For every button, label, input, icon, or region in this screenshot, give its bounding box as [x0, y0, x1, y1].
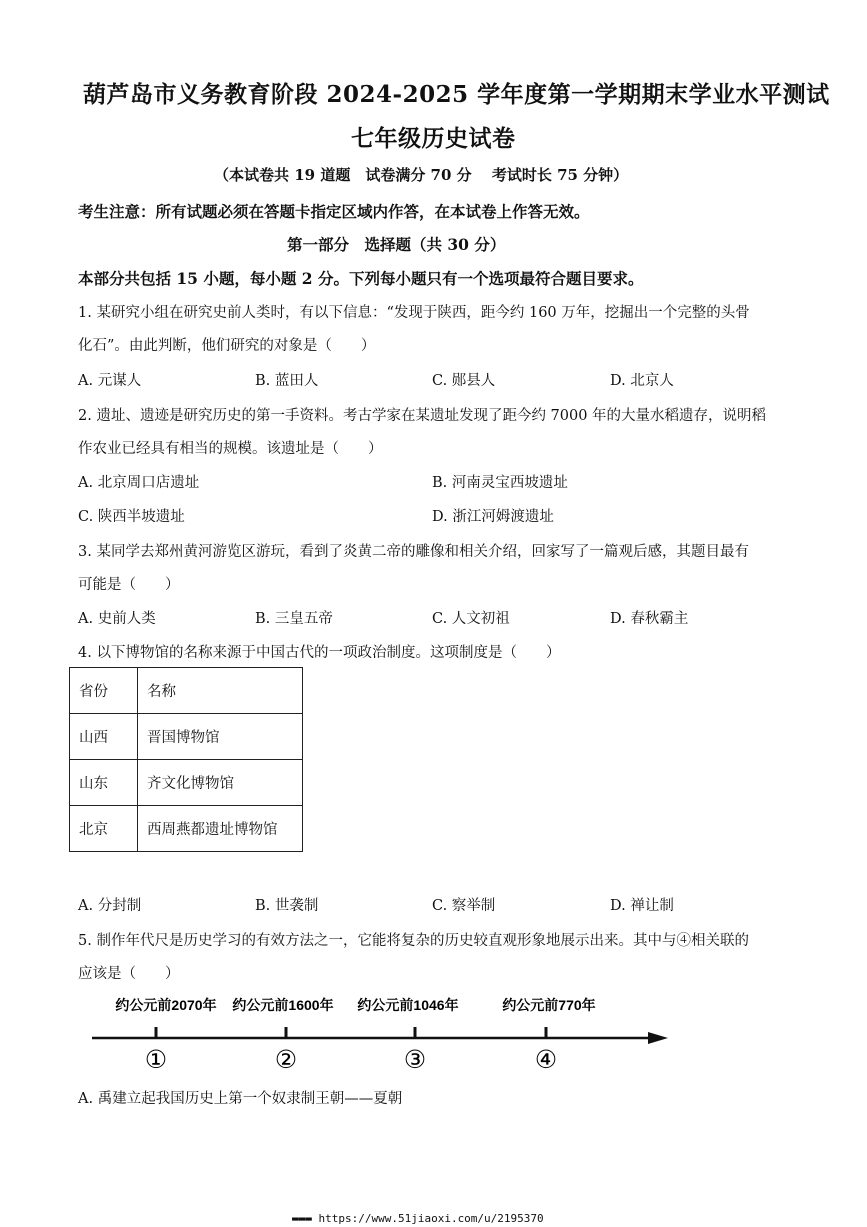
- timeline-marker-1: ①: [144, 1045, 168, 1074]
- question-1-option-a: A. 元谋人: [78, 373, 142, 389]
- table-cell: 山西: [70, 714, 138, 760]
- section-instruction: 本部分共包括 15 小题，每小题 2 分。下列每小题只有一个选项最符合题目要求。: [78, 269, 644, 288]
- timeline-figure: [0, 990, 867, 1080]
- table-row: [70, 760, 303, 806]
- question-3-stem-line2: 可能是（ ）: [78, 577, 180, 593]
- exam-notice: 考生注意：所有试题必须在答题卡指定区域内作答，在本试卷上作答无效。: [78, 202, 590, 221]
- table-cell: 晋国博物馆: [138, 714, 303, 760]
- timeline-marker-2: ②: [274, 1045, 298, 1074]
- question-2-stem-line2: 作农业已经具有相当的规模。该遗址是（ ）: [78, 441, 383, 457]
- table-cell: 西周燕都遗址博物馆: [138, 806, 303, 852]
- timeline-marker-4: ④: [534, 1045, 558, 1074]
- question-3-option-a: A. 史前人类: [78, 611, 156, 627]
- timeline-label-1: 约公元前2070年: [115, 997, 217, 1013]
- exam-info: （本试卷共 19 道题 试卷满分 70 分 考试时长 75 分钟）: [214, 166, 629, 184]
- question-1-stem-line1: 1. 某研究小组在研究史前人类时，有以下信息：“发现于陕西，距今约 160 万年，挖掘出一个完整的头骨: [78, 305, 750, 321]
- timeline-label-4: 约公元前770年: [502, 997, 596, 1013]
- table-cell: 山东: [70, 760, 138, 806]
- question-5-stem-line2: 应该是（ ）: [78, 966, 180, 982]
- question-1-stem-line2: 化石”。由此判断，他们研究的对象是（ ）: [78, 338, 376, 354]
- timeline-marker-3: ③: [403, 1045, 427, 1074]
- footer-url[interactable]: ▬▬▬ https://www.51jiaoxi.com/u/2195370: [292, 1212, 544, 1225]
- question-2-option-c: C. 陕西半坡遗址: [78, 509, 185, 525]
- question-2-option-b: B. 河南灵宝西坡遗址: [432, 475, 568, 491]
- question-3-option-c: C. 人文初祖: [432, 611, 510, 627]
- question-5-option-a: A. 禹建立起我国历史上第一个奴隶制王朝——夏朝: [78, 1091, 403, 1107]
- question-3-option-d: D. 春秋霸主: [610, 611, 689, 627]
- table-cell: 齐文化博物馆: [138, 760, 303, 806]
- museum-table: [69, 667, 303, 852]
- question-2-option-d: D. 浙江河姆渡遗址: [432, 509, 554, 525]
- question-1-option-b: B. 蓝田人: [255, 373, 319, 389]
- table-header-cell: 名称: [138, 668, 303, 714]
- exam-subtitle: 七年级历史试卷: [351, 125, 516, 152]
- question-4-option-b: B. 世袭制: [255, 898, 319, 914]
- question-1-option-c: C. 郧县人: [432, 373, 496, 389]
- question-4-option-a: A. 分封制: [78, 898, 142, 914]
- timeline-label-3: 约公元前1046年: [357, 997, 459, 1013]
- exam-title: 葫芦岛市义务教育阶段 2024-2025 学年度第一学期期末学业水平测试: [83, 81, 830, 108]
- timeline-label-2: 约公元前1600年: [232, 997, 334, 1013]
- table-header-cell: 省份: [70, 668, 138, 714]
- table-row: [70, 806, 303, 852]
- question-1-option-d: D. 北京人: [610, 373, 674, 389]
- question-5-stem-line1: 5. 制作年代尺是历史学习的有效方法之一，它能将复杂的历史较直观形象地展示出来。其中与④相关联的: [78, 933, 749, 949]
- table-row: [70, 714, 303, 760]
- section-heading: 第一部分 选择题（共 30 分）: [287, 235, 506, 254]
- question-3-option-b: B. 三皇五帝: [255, 611, 333, 627]
- question-4-option-d: D. 禅让制: [610, 898, 674, 914]
- question-3-stem-line1: 3. 某同学去郑州黄河游览区游玩，看到了炎黄二帝的雕像和相关介绍，回家写了一篇观后感，其题目最有: [78, 544, 749, 560]
- table-cell: 北京: [70, 806, 138, 852]
- question-4-stem: 4. 以下博物馆的名称来源于中国古代的一项政治制度。这项制度是（ ）: [78, 645, 561, 661]
- question-4-option-c: C. 察举制: [432, 898, 496, 914]
- question-2-option-a: A. 北京周口店遗址: [78, 475, 200, 491]
- question-2-stem-line1: 2. 遗址、遗迹是研究历史的第一手资料。考古学家在某遗址发现了距今约 7000 年的大量水稻遗存，说明稻: [78, 408, 767, 424]
- timeline-arrow-icon: [648, 1032, 668, 1044]
- table-header-row: [70, 668, 303, 714]
